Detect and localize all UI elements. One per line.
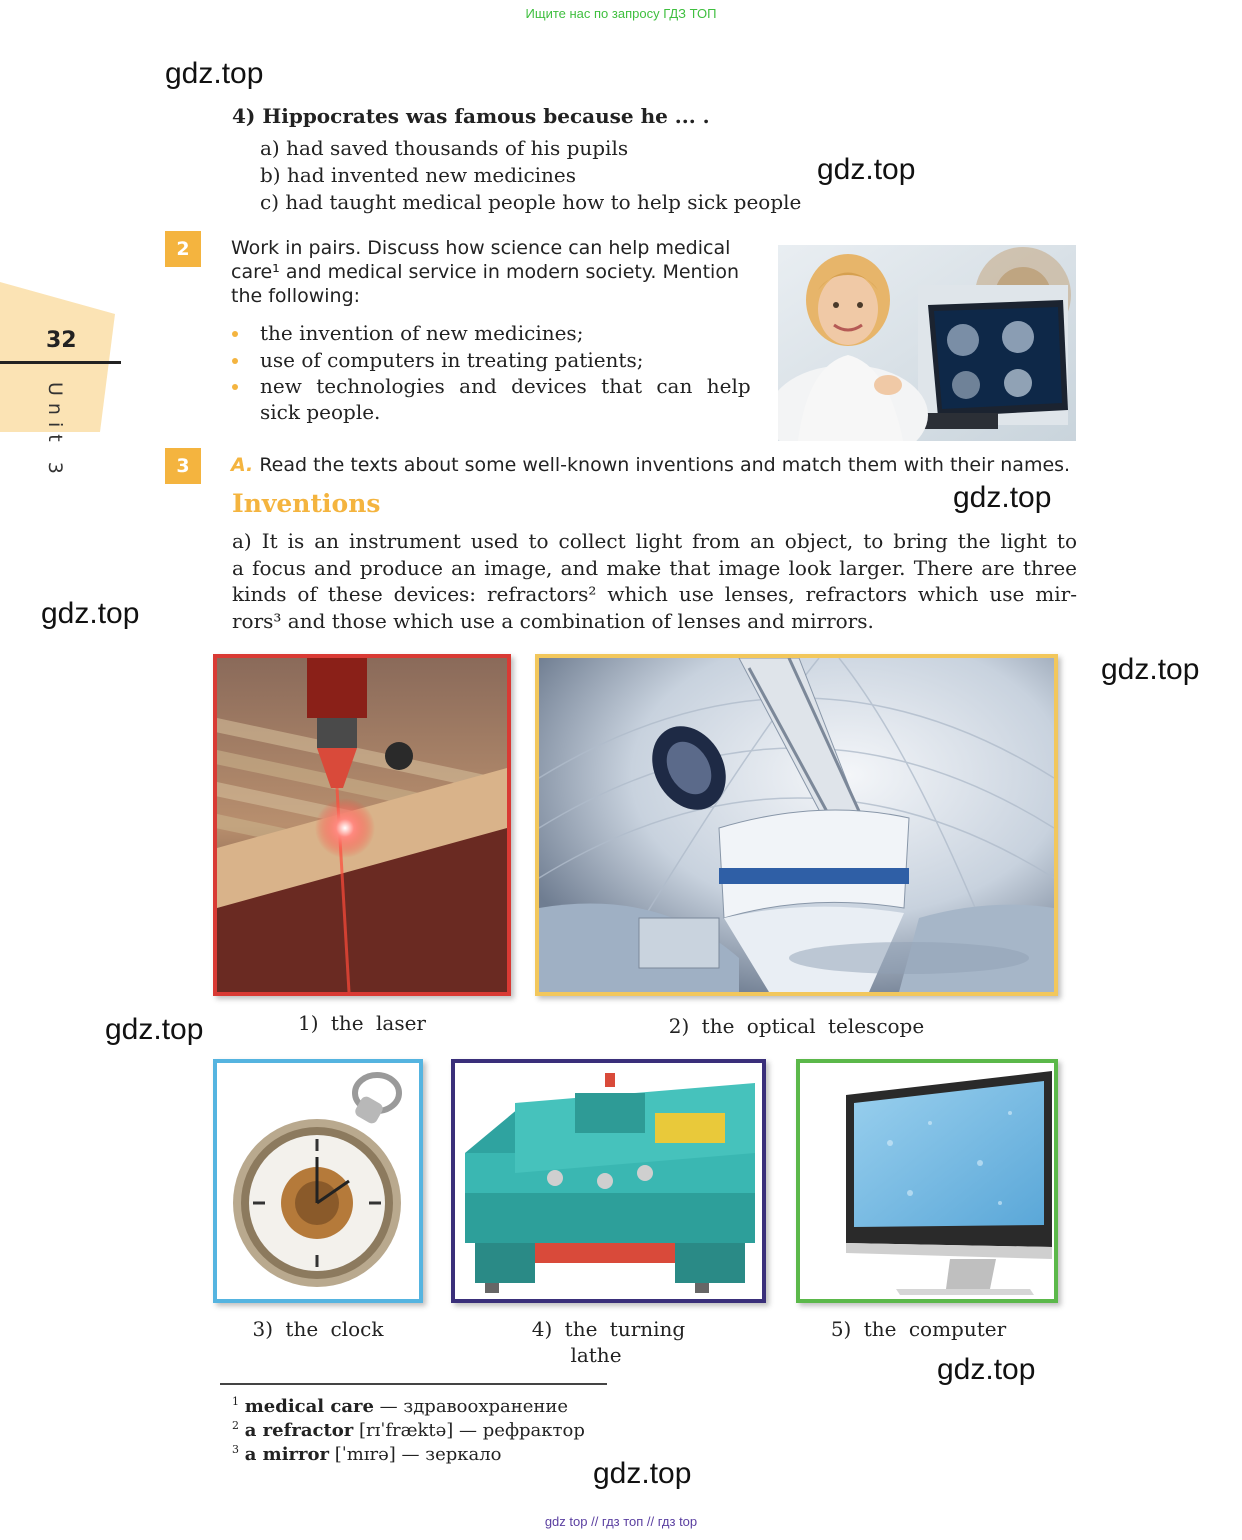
top-banner: Ищите нас по запросу ГДЗ ТОП <box>525 6 717 21</box>
watermark: gdz.top <box>1101 653 1200 686</box>
laser-photo-frame <box>213 654 511 996</box>
lathe-photo-frame <box>451 1059 766 1303</box>
turning-lathe-photo <box>455 1063 762 1299</box>
footnote-term: a mirror <box>244 1444 330 1465</box>
telescope-photo <box>539 658 1054 992</box>
footnote-term: a refractor <box>244 1420 354 1441</box>
bullet-item: the invention of new medicines; <box>260 320 583 346</box>
doctor-computer-photo <box>778 245 1076 441</box>
caption-lathe-line1: 4) the turning <box>531 1317 686 1341</box>
bullet-dot <box>232 358 238 364</box>
caption-lathe-line2: lathe <box>570 1343 622 1367</box>
laser-photo <box>217 658 507 992</box>
bullet-item-continuation: sick people. <box>260 400 381 424</box>
bullet-dot <box>232 384 238 390</box>
text-a-line: rors³ and those which use a combination of lenses and mirrors. <box>232 608 874 633</box>
question-option-b: b) had invented new medicines <box>260 163 577 187</box>
caption-computer: 5) the computer <box>830 1317 1007 1341</box>
page-number: 32 <box>46 328 77 353</box>
footnote-rule <box>220 1383 607 1385</box>
watermark: gdz.top <box>593 1457 692 1490</box>
task2-line: the following: <box>231 285 361 307</box>
footnote-translation: [rɪˈfræktə] — рефрактор <box>353 1420 585 1441</box>
question-option-c: c) had taught medical people how to help sick people <box>260 190 802 214</box>
question-option-a: a) had saved thousands of his pupils <box>260 136 629 160</box>
text-a-line: a focus and produce an image, and make that image look larger. There are three <box>232 555 1077 580</box>
computer-photo-frame <box>796 1059 1058 1303</box>
task-number-badge: 3 <box>165 448 201 484</box>
pocket-watch-photo <box>217 1063 419 1299</box>
watermark: gdz.top <box>953 481 1052 514</box>
bottom-banner: gdz top // гдз топ // гдз top <box>544 1514 698 1529</box>
page-number-rule <box>0 361 121 364</box>
section-heading: Inventions <box>232 489 381 518</box>
footnote-3 <box>232 1438 502 1467</box>
question-stem: 4) Hippocrates was famous because he ... . <box>232 104 710 128</box>
task3-part-label: A. <box>231 454 254 476</box>
watermark: gdz.top <box>937 1353 1036 1386</box>
unit-label: Unit 3 <box>44 382 66 481</box>
text-a-paragraph <box>232 528 1077 634</box>
bullet-item: use of computers in treating patients; <box>260 347 643 373</box>
telescope-photo-frame <box>535 654 1058 996</box>
task3-instruction-text: Read the texts about some well-known inventions and match them with their names. <box>259 454 1071 476</box>
bullet-item: new technologies and devices that can help <box>260 373 751 399</box>
caption-laser: 1) the laser <box>298 1011 426 1035</box>
watermark: gdz.top <box>817 153 916 186</box>
task3-instruction <box>231 454 1070 476</box>
task-number-badge: 2 <box>165 231 201 267</box>
footnote-number: 2 <box>232 1419 239 1432</box>
task2-line: Work in pairs. Discuss how science can help medical <box>231 237 731 259</box>
watermark: gdz.top <box>165 57 264 90</box>
text-a-line: kinds of these devices: refractors² which use lenses, refractors which use mir- <box>232 582 1077 606</box>
computer-monitor-photo <box>800 1063 1054 1299</box>
footnote-translation: [ˈmɪrə] — зеркало <box>329 1444 502 1465</box>
caption-telescope: 2) the optical telescope <box>668 1014 925 1038</box>
task2-line: care¹ and medical service in modern society. Mention <box>231 261 739 283</box>
watermark: gdz.top <box>41 597 140 630</box>
footnote-number: 3 <box>232 1443 239 1456</box>
footnote-translation: — здравоохранение <box>373 1396 569 1417</box>
clock-photo-frame <box>213 1059 423 1303</box>
text-a-line: a) It is an instrument used to collect light from an object, to bring the light to <box>232 529 1077 553</box>
task2-instruction <box>231 236 739 308</box>
footnote-term: medical care <box>244 1396 374 1417</box>
bullet-dot <box>232 331 238 337</box>
watermark: gdz.top <box>105 1013 204 1046</box>
footnote-number: 1 <box>232 1395 239 1408</box>
caption-clock: 3) the clock <box>252 1317 384 1341</box>
